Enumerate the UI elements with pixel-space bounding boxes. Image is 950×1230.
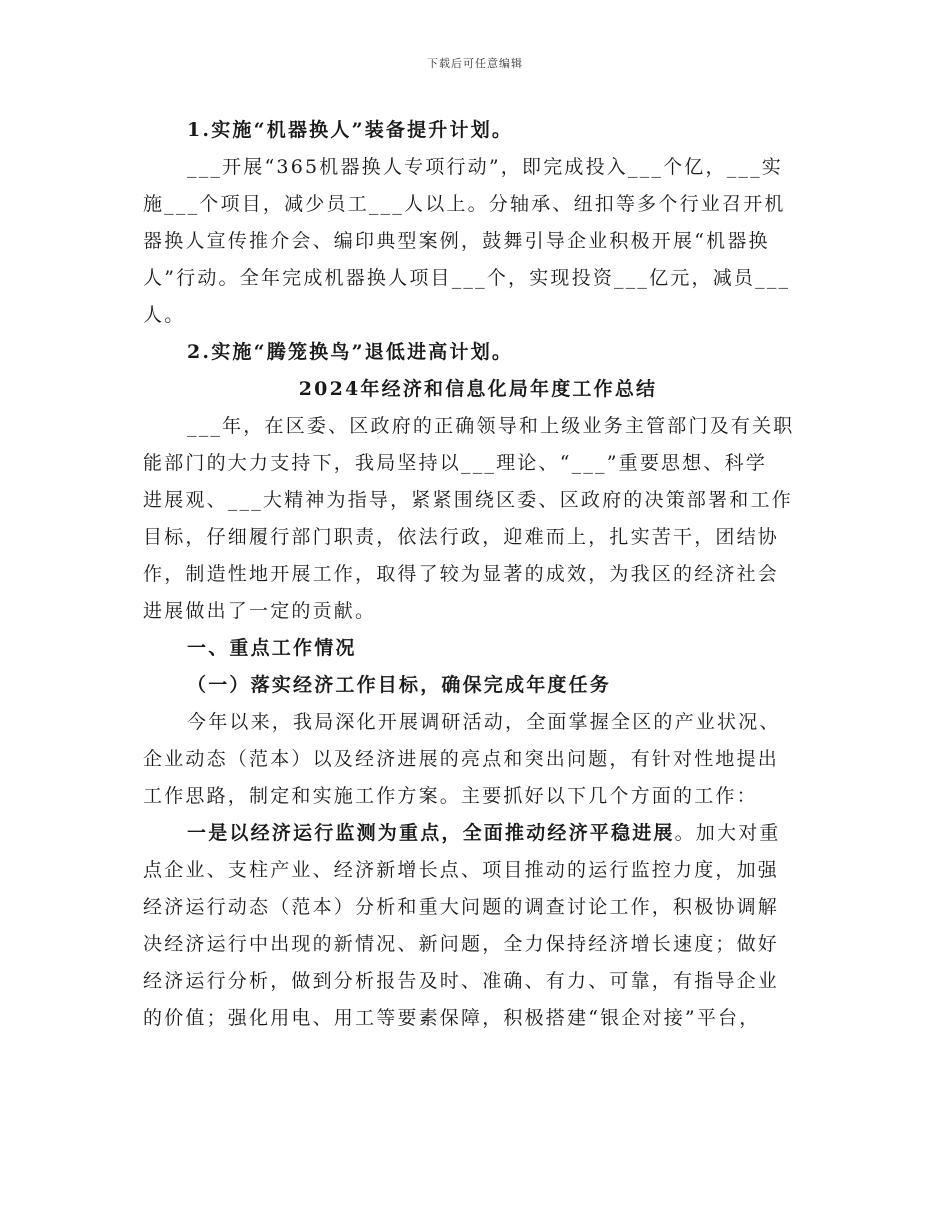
subsection-heading: （一）落实经济工作目标，确保完成年度任务: [187, 674, 612, 696]
paragraph-line: 能部门的大力支持下，我局坚持以___理论、“___”重要思想、科学: [143, 452, 768, 474]
paragraph-line: ___年，在区委、区政府的正确领导和上级业务主管部门及有关职: [187, 415, 795, 437]
paragraph-line: ___开展“365机器换人专项行动”，即完成投入___个亿，___实: [187, 156, 783, 178]
paragraph-line: 经济运行动态（范本）分析和重大问题的调查讨论工作，积极协调解: [143, 896, 780, 918]
paragraph-line: 目标，仔细履行部门职责，依法行政，迎难而上，扎实苦干，团结协: [143, 526, 780, 548]
paragraph-line: 进展做出了一定的贡献。: [143, 600, 377, 622]
paragraph-line: 的价值；强化用电、用工等要素保障，积极搭建“银企对接”平台，: [143, 1007, 761, 1029]
paragraph-line: 企业动态（范本）以及经济进展的亮点和突出问题，有针对性地提出: [143, 748, 780, 770]
paragraph-line: 进展观、___大精神为指导，紧紧围绕区委、区政府的决策部署和工作: [143, 489, 793, 511]
inline-bold-lead: 一是以经济运行监测为重点，全面推动经济平稳进展: [187, 822, 675, 844]
paragraph-line: 工作思路，制定和实施工作方案。主要抓好以下几个方面的工作：: [143, 785, 758, 807]
document-body: [143, 112, 813, 1037]
paragraph-line: 器换人宣传推介会、编印典型案例，鼓舞引导企业积极开展“机器换: [143, 230, 770, 252]
paragraph-line-mixed: [143, 815, 813, 852]
paragraph-line: 决经济运行中出现的新情况、新问题，全力保持经济增长速度；做好: [143, 933, 780, 955]
section-heading: 一、重点工作情况: [187, 637, 357, 659]
paragraph-line: 点企业、支柱产业、经济新增长点、项目推动的运行监控力度，加强: [143, 859, 780, 881]
inline-text: 。加大对重: [674, 822, 781, 844]
heading-plan-1: 1.实施“机器换人”装备提升计划。: [187, 119, 514, 141]
paragraph-line: 人”行动。全年完成机器换人项目___个，实现投资___亿元，减员___: [143, 267, 791, 289]
paragraph-line: 今年以来，我局深化开展调研活动，全面掌握全区的产业状况、: [187, 711, 781, 733]
paragraph-line: 经济运行分析，做到分析报告及时、准确、有力、可靠，有指导企业: [143, 970, 780, 992]
heading-plan-2: 2.实施“腾笼换鸟”退低进高计划。: [187, 341, 514, 363]
page-header: 下载后可任意编辑: [427, 57, 523, 70]
paragraph-line: 作，制造性地开展工作，取得了较为显著的成效，为我区的经济社会: [143, 563, 780, 585]
paragraph-line: 施___个项目，减少员工___人以上。分轴承、纽扣等多个行业召开机: [143, 193, 786, 215]
document-title: 2024年经济和信息化局年度工作总结: [298, 378, 658, 400]
paragraph-line: 人。: [143, 304, 186, 326]
